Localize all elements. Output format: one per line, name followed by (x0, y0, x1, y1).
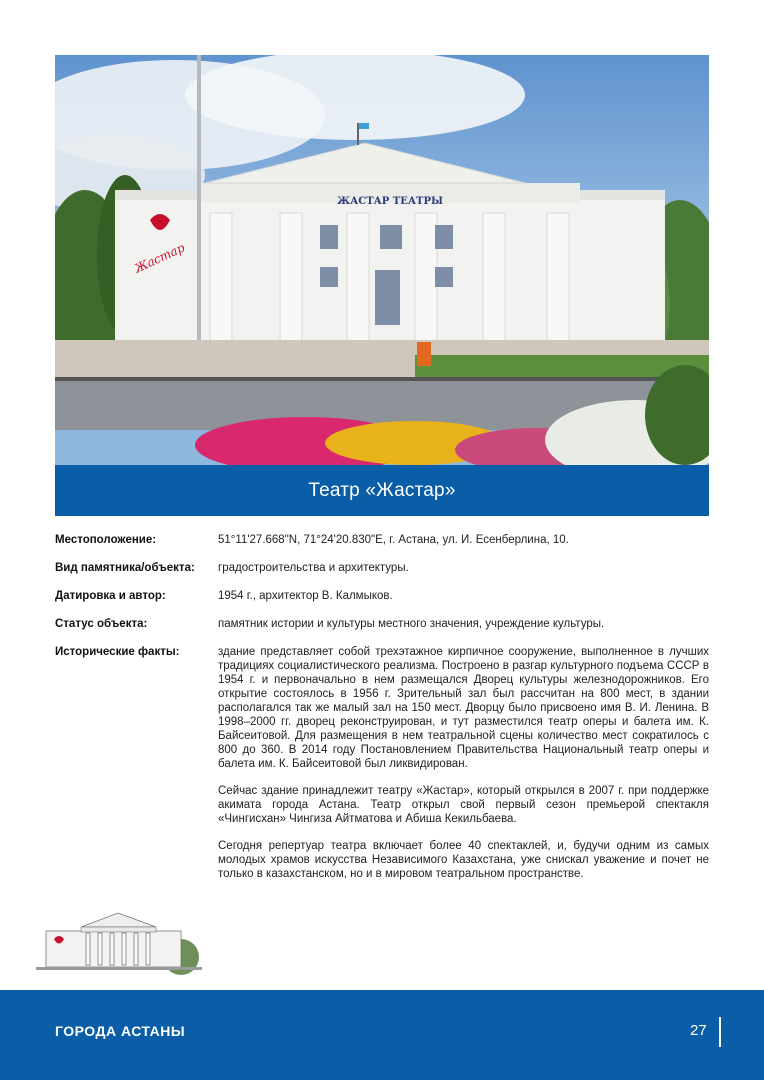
theatre-photo-illustration (55, 55, 709, 465)
fact-value: 1954 г., архитектор В. Калмыков. (218, 590, 393, 602)
history-paragraph: Сейчас здание принадлежит театру «Жастар», который открылся в 2007 г. при поддержке акимата города Астана. Театр открыл свой первый сезон премьерой спектакля «Чингисхан» Чингиза Айтматова и Абиша Кекильбаева. (218, 785, 709, 825)
fact-label: Вид памятника/объекта: (55, 562, 195, 574)
footer-divider (719, 1017, 721, 1047)
history-paragraph: Сегодня репертуар театра включает более 40 спектаклей, и, будучи одним из самых молодых храмов искусства Независимого Казахстана, уже снискал уважение и почет не только в казахстанском, но и в мировом театральном пространстве. (218, 840, 709, 880)
history-paragraph: здание представляет собой трехэтажное кирпичное сооружение, выполненное в лучших традициях социалистического реализма. Построено в разгар культурного подъема СССР в 1954 г. и первоначально в нем размещался Дворец культуры железнодорожников. Его открытие состоялось в 1956 г. Зрительный зал был рассчитан на 800 мест, в здании располагался так же малый зал на 150 мест. Дворцу было присвоено имя В. И. Ленина. В 1998–2000 гг. дворец реконструирован, и тут разместился театр оперы и балета им. К. Байсеитовой. Для размещения в нем театральной сцены количество мест сократилось с 800 до 360. В 2014 году Постановлением Правительства Национальный театр оперы и балета им. К. Байсеитовой был ликвидирован. (218, 646, 709, 770)
fact-label: Датировка и автор: (55, 590, 166, 602)
fact-value: градостроительства и архитектуры. (218, 562, 409, 574)
fact-label: Исторические факты: (55, 646, 180, 658)
building-sketch-illustration (36, 905, 202, 977)
svg-text:Жастар: Жастар (132, 240, 187, 276)
photo-caption: Театр «Жастар» (308, 479, 456, 501)
page-footer (0, 990, 764, 1080)
page-number: 27 (690, 1022, 707, 1039)
theatre-photo (55, 55, 709, 465)
history-text (218, 645, 709, 894)
fact-value: памятник истории и культуры местного значения, учреждение культуры. (218, 618, 605, 630)
theatre-sign: ЖАСТАР ТЕАТРЫ (337, 196, 443, 207)
fact-value: 51°11'27.668"N, 71°24'20.830"E, г. Астана, ул. И. Есенберлина, 10. (218, 534, 569, 546)
footer-title: ГОРОДА АСТАНЫ (55, 1023, 186, 1039)
fact-label: Местоположение: (55, 534, 157, 546)
fact-label: Статус объекта: (55, 618, 148, 630)
photo-caption-bar (55, 465, 709, 516)
